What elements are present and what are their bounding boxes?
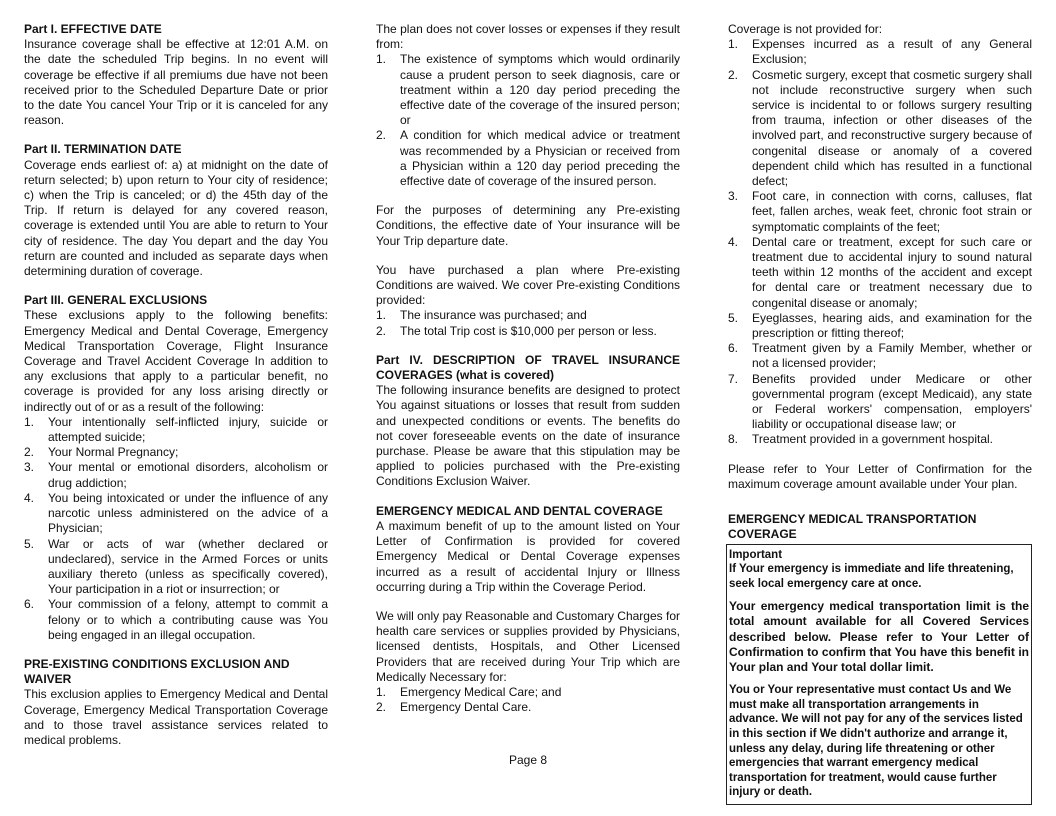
list-item — [728, 311, 1032, 341]
list-item — [728, 37, 1032, 67]
important-text: If Your emergency is immediate and life threatening, seek local emergency care at once. — [729, 563, 1014, 590]
transport-contact-text: You or Your representative must contact Us and We must make all transportation arrangements in advance. We will not pay for any of the services listed in this section if We didn't authorize and arrange it, unless any delay, during life threatening or other emergencies that warrant emergency medical transportation for treatment, would cause further injury or death. — [729, 684, 1023, 799]
list-number: 6. — [728, 341, 739, 356]
list-item — [24, 491, 328, 537]
list-item-text: Foot care, in connection with corns, calluses, flat feet, fallen arches, weak feet, chronic foot strain or symptomatic complaints of the feet; — [752, 189, 1032, 234]
waiver-conditions-list — [376, 308, 680, 338]
list-item — [728, 372, 1032, 433]
list-item-text: Emergency Medical Care; and — [400, 684, 562, 699]
list-item-text: Expenses incurred as a result of any General Exclusion; — [752, 37, 1032, 67]
list-number: 4. — [728, 234, 739, 249]
list-number: 2. — [376, 323, 387, 338]
list-item — [376, 685, 680, 700]
part4-text: The following insurance benefits are designed to protect You against situations or losses that result from sudden and unexpected conditions or events. The benefits do not cover foreseeable events on the date of insurance purchase. Please be aware that this stipulation may be applied to policies purchased with the Pre-existing Conditions Exclusion Waiver. — [376, 383, 680, 489]
emergency-care-list — [376, 685, 680, 715]
list-item — [24, 537, 328, 598]
list-item — [376, 324, 680, 339]
list-number: 2. — [24, 445, 35, 460]
list-number: 2. — [376, 128, 387, 143]
list-item-text: The existence of symptoms which would ordinarily cause a prudent person to seek diagnosis, care or treatment within a 120 day period preceding the effective date of the coverage of the insured person; or — [400, 52, 680, 128]
list-item — [376, 52, 680, 128]
preexisting-heading: PRE-EXISTING CONDITIONS EXCLUSION AND WAIVER — [24, 656, 290, 687]
list-item-text: The insurance was purchased; and — [400, 308, 587, 323]
list-number: 5. — [728, 310, 739, 325]
column-right — [728, 22, 1032, 805]
transport-heading: EMERGENCY MEDICAL TRANSPORTATION COVERAGE — [728, 512, 977, 542]
list-item-text: Your Normal Pregnancy; — [48, 445, 179, 460]
transport-limit-text: Your emergency medical transportation limit is the total amount available for all Covered Services described below. Please refer to Your Letter of Confirmation to confirm that You have this benefit in Your plan and Your total dollar limit. — [729, 599, 1029, 675]
list-item — [24, 460, 328, 490]
waiver-intro: You have purchased a plan where Pre-existing Conditions are waived. We cover Pre-existing Conditions provided: — [376, 262, 680, 308]
list-item-text: Your commission of a felony, attempt to commit a felony or to which a contributing cause was You being engaged in an illegal occupation. — [48, 597, 328, 642]
list-number: 7. — [728, 371, 739, 386]
exclusion-intro: The plan does not cover losses or expenses if they result from: — [376, 22, 680, 52]
emergency-heading: EMERGENCY MEDICAL AND DENTAL COVERAGE — [376, 503, 663, 518]
list-number: 6. — [24, 597, 35, 612]
part1-heading: Part I. EFFECTIVE DATE — [24, 22, 162, 36]
part3-heading: Part III. GENERAL EXCLUSIONS — [24, 293, 208, 308]
list-item — [376, 308, 680, 323]
part1-text: Insurance coverage shall be effective at 12:01 A.M. on the date the scheduled Trip begins. In no event will coverage be effective if all premiums due have not been received prior to the Scheduled Departure Date or prior to the date You cancel Your Trip or it is canceled for any reason. — [24, 37, 328, 128]
list-item — [728, 235, 1032, 311]
important-label: Important — [729, 548, 783, 561]
list-item — [24, 415, 328, 445]
list-item-text: Benefits provided under Medicare or other governmental program (except Medicaid), any state or Federal workers' compensation, employers' liability or occupational disease law; or — [752, 371, 1032, 432]
list-number: 5. — [24, 536, 35, 551]
list-number: 4. — [24, 490, 35, 505]
list-number: 8. — [728, 432, 739, 447]
list-item — [24, 597, 328, 643]
column-left — [24, 22, 328, 748]
part2-text: Coverage ends earliest of: a) at midnight on the date of return selected; b) upon return to Your city of residence; c) when the Trip is canceled; or d) the 45th day of the Trip. If return is delayed for any covered reason, coverage is extended until You are able to return to Your city of residence. The day You depart and the day You return are counted and included as separate days when determining duration of coverage. — [24, 157, 328, 279]
list-item-text: Treatment provided in a government hospital. — [752, 432, 994, 447]
emergency-text-1: A maximum benefit of up to the amount listed on Your Letter of Confirmation is provided for covered Emergency Medical or Dental Coverage expenses incurred as a result of accidental Injury or Illness occurring during a Trip within the Coverage Period. — [376, 518, 680, 594]
list-number: 1. — [376, 52, 387, 67]
list-item-text: Your intentionally self-inflicted injury, suicide or attempted suicide; — [48, 414, 328, 445]
list-item-text: You being intoxicated or under the influence of any narcotic unless administered on the advice of a Physician; — [48, 490, 328, 536]
list-number: 3. — [24, 460, 35, 475]
confirmation-note: Please refer to Your Letter of Confirmation for the maximum coverage amount available under Your plan. — [728, 461, 1032, 491]
list-item-text: Eyeglasses, hearing aids, and examination for the prescription or fitting thereof; — [752, 310, 1032, 341]
emergency-text-2: We will only pay Reasonable and Customary Charges for health care services or supplies provided by Physicians, licensed dentists, Hospitals, and Other Licensed Providers that are received during Your Trip which are Medically Necessary for: — [376, 608, 680, 684]
list-item-text: Your mental or emotional disorders, alcoholism or drug addiction; — [48, 460, 328, 490]
part2-heading: Part II. TERMINATION DATE — [24, 142, 182, 157]
list-number: 2. — [376, 700, 387, 715]
list-item — [728, 189, 1032, 235]
preexisting-text: This exclusion applies to Emergency Medical and Dental Coverage, Emergency Medical Transportation Coverage and to those travel assistance services related to medical problems. — [24, 687, 328, 747]
list-item — [728, 68, 1032, 190]
list-number: 1. — [376, 684, 387, 699]
list-number: 3. — [728, 189, 739, 204]
column-middle — [376, 22, 680, 715]
list-item-text: Dental care or treatment, except for such care or treatment due to accidental injury to sound natural teeth within 12 months of the accident and except for dental care or treatment necessary due to congenital disease or anomaly; — [752, 234, 1032, 310]
list-item — [728, 432, 1032, 447]
list-number: 1. — [728, 37, 739, 52]
page-number: Page 8 — [508, 753, 548, 767]
list-item-text: The total Trip cost is $10,000 per person or less. — [400, 323, 657, 338]
list-number: 1. — [24, 414, 35, 429]
not-covered-intro: Coverage is not provided for: — [728, 22, 883, 36]
list-number: 2. — [728, 67, 739, 82]
list-item-text: Cosmetic surgery, except that cosmetic surgery shall not include reconstructive surgery when such service is incidental to or follows surgery resulting from trauma, infection or other diseases of the involved part, and reconstructive surgery because of congenital disease or anomaly of a covered dependent child which has resulted in a functional defect; — [752, 67, 1032, 189]
preexisting-conditions-list — [376, 52, 680, 189]
list-item-text: Emergency Dental Care. — [400, 700, 532, 715]
effective-date-note: For the purposes of determining any Pre-existing Conditions, the effective date of Your insurance will be Your Trip departure date. — [376, 203, 680, 248]
part3-text: These exclusions apply to the following benefits: Emergency Medical and Dental Coverage, Emergency Medical Transportation Coverage, Flight Insurance Coverage and Travel Accident Coverage In addition to any exclusions that apply to a particular benefit, no coverage is provided for any loss arising directly or indirectly out of or as a result of the following: — [24, 308, 328, 414]
list-number: 1. — [376, 308, 387, 323]
not-covered-list — [728, 37, 1032, 447]
list-item — [376, 128, 680, 189]
list-item-text: A condition for which medical advice or treatment was recommended by a Physician or received from a Physician within a 120 day period preceding the effective date of coverage of the insured person. — [400, 128, 680, 189]
list-item-text: Treatment given by a Family Member, whether or not a licensed provider; — [752, 341, 1032, 371]
list-item — [24, 445, 328, 460]
general-exclusions-list — [24, 415, 328, 643]
list-item — [728, 341, 1032, 371]
list-item-text: War or acts of war (whether declared or undeclared), service in the Armed Forces or units auxiliary thereto (unless as specifically covered), Your participation in a riot or insurrection; or — [48, 536, 328, 597]
list-item — [376, 700, 680, 715]
part4-heading: Part IV. DESCRIPTION OF TRAVEL INSURANCE COVERAGES (what is covered) — [376, 352, 680, 383]
